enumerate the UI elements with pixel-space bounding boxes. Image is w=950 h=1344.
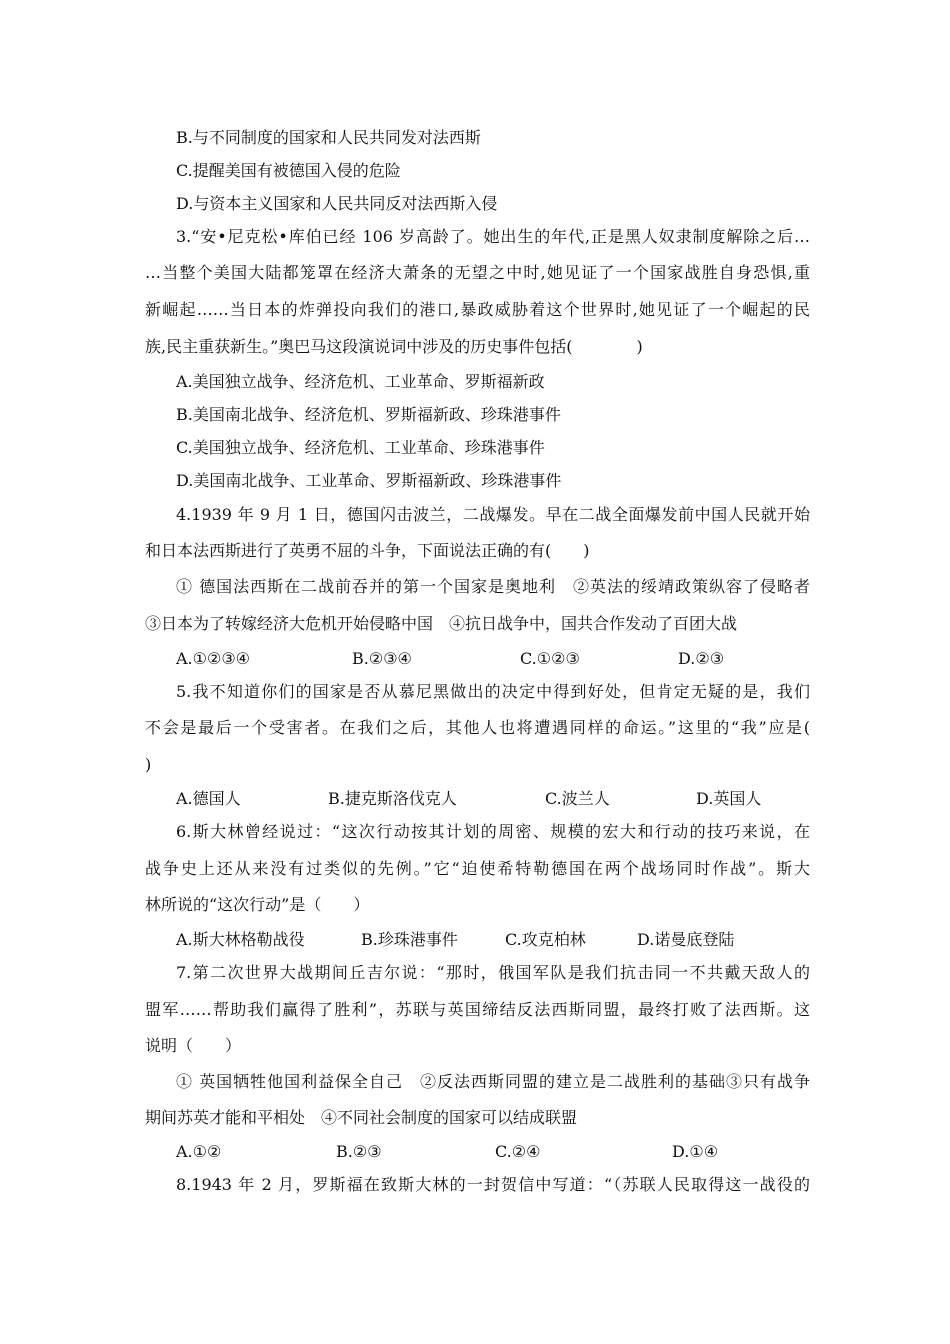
- q4-option-b: B.②③④: [352, 649, 412, 668]
- q5-stem-line-1: 5.我不知道你们的国家是否从慕尼黑做出的决定中得到好处，但肯定无疑的是，我们: [176, 682, 810, 701]
- q4-option-d: D.②③: [678, 649, 725, 668]
- q6-option-a: A.斯大林格勒战役: [176, 930, 305, 949]
- q3-option-d: D.美国南北战争、工业革命、罗斯福新政、珍珠港事件: [176, 471, 562, 490]
- q7-statement-line-1: ① 英国牺牲他国利益保全自己 ②反法西斯同盟的建立是二战胜利的基础③只有战争: [176, 1072, 810, 1091]
- q4-option-a: A.①②③④: [176, 649, 251, 668]
- q5-stem-line-2: 不会是最后一个受害者。在我们之后，其他人也将遭遇同样的命运。”这里的“我”应是(: [145, 718, 810, 737]
- q3-option-a: A.美国独立战争、经济危机、工业革命、罗斯福新政: [176, 372, 545, 391]
- q3-option-c: C.美国独立战争、经济危机、工业革命、珍珠港事件: [176, 438, 545, 457]
- q3-stem-line-4: 族,民主重获新生。”奥巴马这段演说词中涉及的历史事件包括( ): [145, 337, 643, 356]
- q4-statement-line-2: ③日本为了转嫁经济大危机开始侵略中国 ④抗日战争中，国共合作发动了百团大战: [145, 614, 738, 633]
- q7-option-b: B.②③: [336, 1142, 382, 1161]
- q7-stem-line-3: 说明（ ）: [145, 1036, 242, 1055]
- q6-stem-line-3: 林所说的“这次行动”是（ ）: [145, 895, 370, 914]
- q3-stem-line-1: 3.“安•尼克松•库伯已经 106 岁高龄了。她出生的年代,正是黑人奴隶制度解除之后…: [176, 227, 810, 246]
- q3-option-b: B.美国南北战争、经济危机、罗斯福新政、珍珠港事件: [176, 405, 561, 424]
- q6-option-b: B.珍珠港事件: [361, 930, 458, 949]
- q3-stem-line-2: …当整个美国大陆都笼罩在经济大萧条的无望之中时,她见证了一个国家战胜自身恐惧,重: [145, 263, 810, 282]
- q6-stem-line-1: 6.斯大林曾经说过：“这次行动按其计划的周密、规模的宏大和行动的技巧来说，在: [176, 822, 810, 841]
- q2-option-c: C.提醒美国有被德国入侵的危险: [176, 161, 401, 180]
- q7-option-d: D.①④: [672, 1142, 719, 1161]
- q4-stem-line-1: 4.1939 年 9 月 1 日，德国闪击波兰，二战爆发。早在二战全面爆发前中国人民就开始: [176, 505, 810, 524]
- q7-option-a: A.①②: [176, 1142, 222, 1161]
- q5-stem-line-3: ): [145, 755, 152, 774]
- q8-stem-line-1: 8.1943 年 2 月，罗斯福在致斯大林的一封贺信中写道：“（苏联人民取得这一战役的: [176, 1175, 810, 1194]
- q5-option-b: B.捷克斯洛伐克人: [328, 789, 457, 808]
- q4-statement-line-1: ① 德国法西斯在二战前吞并的第一个国家是奥地利 ②英法的绥靖政策纵容了侵略者: [176, 577, 810, 596]
- q7-option-c: C.②④: [495, 1142, 541, 1161]
- q7-stem-line-1: 7.第二次世界大战期间丘吉尔说：“那时，俄国军队是我们抗击同一不共戴天敌人的: [176, 963, 810, 982]
- q6-option-d: D.诺曼底登陆: [637, 930, 735, 949]
- q7-statement-line-2: 期间苏英才能和平相处 ④不同社会制度的国家可以结成联盟: [145, 1108, 578, 1127]
- q2-option-b: B.与不同制度的国家和人民共同发对法西斯: [176, 128, 481, 147]
- q3-stem-line-3: 新崛起……当日本的炸弹投向我们的港口,暴政威胁着这个世界时,她见证了一个崛起的民: [145, 300, 810, 319]
- q4-option-c: C.①②③: [520, 649, 580, 668]
- q4-stem-line-2: 和日本法西斯进行了英勇不屈的斗争，下面说法正确的有( ): [145, 541, 590, 560]
- q5-option-c: C.波兰人: [545, 789, 610, 808]
- q5-option-d: D.英国人: [696, 789, 762, 808]
- q6-stem-line-2: 战争史上还从来没有过类似的先例。”它“迫使希特勒德国在两个战场同时作战”。斯大: [145, 859, 810, 878]
- q7-stem-line-2: 盟军……帮助我们赢得了胜利”，苏联与英国缔结反法西斯同盟，最终打败了法西斯。这: [145, 1000, 810, 1019]
- q5-option-a: A.德国人: [176, 789, 241, 808]
- q2-option-d: D.与资本主义国家和人民共同反对法西斯入侵: [176, 194, 498, 213]
- q6-option-c: C.攻克柏林: [505, 930, 586, 949]
